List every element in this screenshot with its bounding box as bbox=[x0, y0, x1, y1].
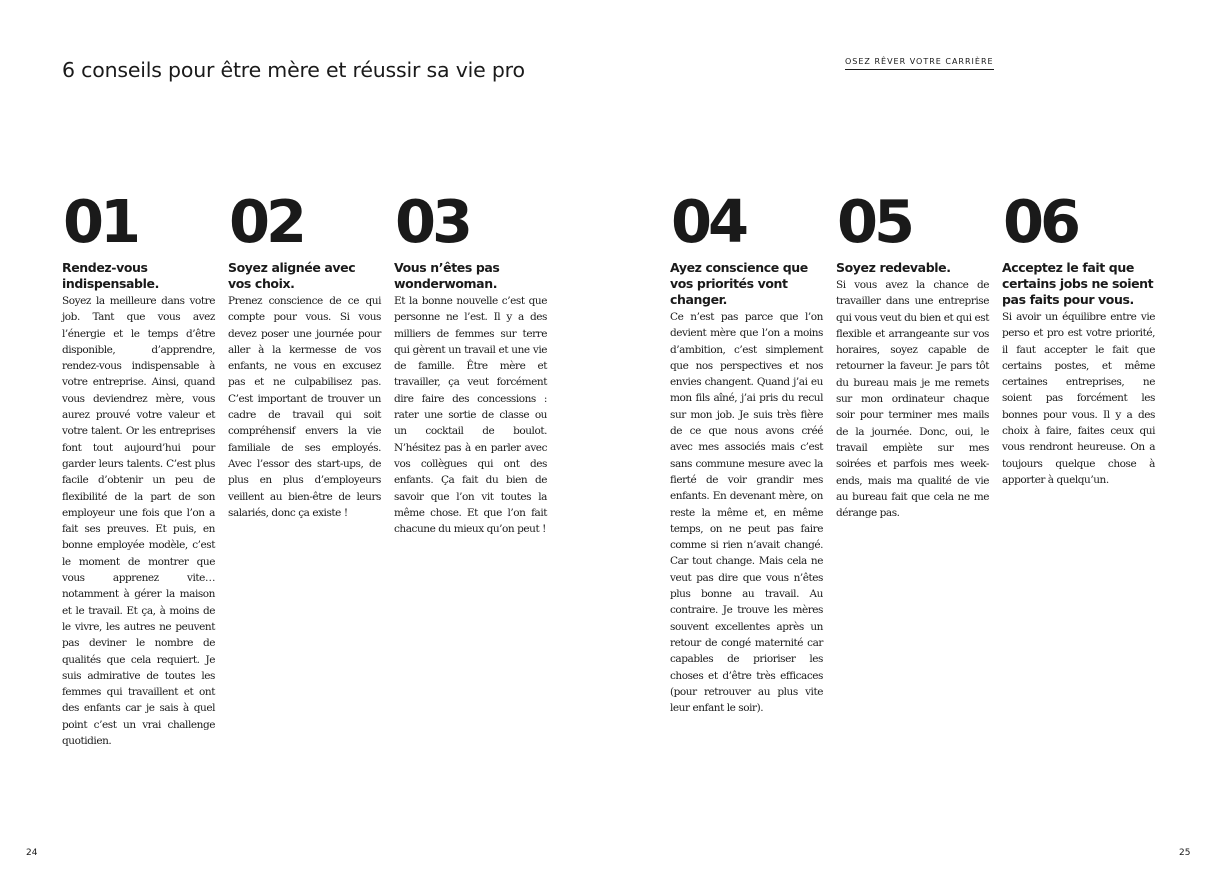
tip-heading: Vous n’êtes pas wonderwoman. bbox=[394, 260, 500, 291]
tip-heading: Acceptez le fait que certains jobs ne soient pas faits pour vous. bbox=[1002, 260, 1154, 307]
tip-body: Soyez la meilleure dans votre job. Tant que vous avez l’énergie et le temps d’être disponible, d’apprendre, rendez-vous indispensable à votre entreprise. Ainsi, quand vous deviendrez mère, vous aurez prouvé votre valeur et votre talent. Or les entreprises font tout aujourd’hui pour garder leurs talents. C’est plus facile d’obtenir un peu de flexibilité de la part de son employeur une fois que l’on a fait ses preuves. Et puis, en bonne employée modèle, c’est le moment de montrer que vous apprenez vite… notamment à gérer la maison et le travail. Et ça, à moins de le vivre, les autres ne peuvent pas deviner le nombre de qualités que cela requiert. Je suis admirative de toutes les femmes qui travaillent et ont des enfants car je sais à quel point c’est un vrai challenge quotidien. bbox=[62, 295, 215, 748]
tip-body: Si vous avez la chance de travailler dans une entreprise qui vous veut du bien et qui est flexible et arrangeante sur vos horaires, soyez capable de retourner la faveur. Je pars tôt du bureau mais je me remets sur mon ordinateur chaque soir pour terminer mes mails de la journée. Donc, oui, le travail empiète sur mes soirées et parfois mes week-ends, mais ma qualité de vie au bureau fait que cela ne me dérange pas. bbox=[836, 279, 989, 520]
tip-number: 01 bbox=[63, 187, 138, 256]
tip-column-06 bbox=[1002, 187, 1155, 488]
tip-number: 02 bbox=[229, 187, 304, 256]
page-title: 6 conseils pour être mère et réussir sa vie pro bbox=[62, 58, 525, 82]
tip-column-01 bbox=[62, 187, 215, 749]
tip-column-02 bbox=[228, 187, 381, 521]
tip-number: 05 bbox=[837, 187, 912, 256]
tip-number: 03 bbox=[395, 187, 470, 256]
tip-column-05 bbox=[836, 187, 989, 521]
tip-body: Si avoir un équilibre entre vie perso et pro est votre priorité, il faut accepter le fait que certains postes, et même certaines entreprises, ne soient pas forcément les bonnes pour vous. Il y a des choix à faire, faites ceux qui vous rendront heureuse. On a toujours quelque chose à apporter à quelqu’un. bbox=[1002, 311, 1155, 486]
tip-heading: Soyez redevable. bbox=[836, 260, 951, 275]
tip-heading: Soyez alignée avec vos choix. bbox=[228, 260, 356, 291]
tip-number: 06 bbox=[1003, 187, 1078, 256]
section-tag: OSEZ RÊVER VOTRE CARRIÈRE bbox=[845, 57, 994, 70]
tip-body: Prenez conscience de ce qui compte pour vous. Si vous devez poser une journée pour aller à la kermesse de vos enfants, ne vous en excusez pas et ne culpabilisez pas. C’est important de trouver un cadre de travail qui soit compréhensif envers la vie familiale de ses employés. Avec l’essor des start-ups, de plus en plus d’employeurs veillent au bien-être de leurs salariés, donc ça existe ! bbox=[228, 295, 381, 519]
tip-body: Ce n’est pas parce que l’on devient mère que l’on a moins d’ambition, c’est simplement que nos perspectives et nos envies changent. Quand j’ai eu mon fils aîné, j’ai pris du recul sur mon job. Je suis très fière de ce que nous avons créé avec mes associés mais c’est sans commune mesure avec la fierté de voir grandir mes enfants. En devenant mère, on reste la même et, en même temps, on ne peut pas faire comme si rien n’avait changé. Car tout change. Mais cela ne veut pas dire que vous n’êtes plus bonne au travail. Au contraire. Je trouve les mères souvent excellentes après un retour de congé maternité car capables de prioriser les choses et d’être très efficaces (pour retrouver au plus vite leur enfant le soir). bbox=[670, 311, 823, 715]
page-number-left: 24 bbox=[26, 848, 38, 858]
tip-column-03 bbox=[394, 187, 547, 537]
tip-heading: Ayez conscience que vos priorités vont changer. bbox=[670, 260, 808, 307]
tip-column-04 bbox=[670, 187, 823, 716]
page-number-right: 25 bbox=[1179, 848, 1191, 858]
tip-heading: Rendez-vous indispensable. bbox=[62, 260, 159, 291]
tip-body: Et la bonne nouvelle c’est que personne ne l’est. Il y a des milliers de femmes sur terre qui gèrent un travail et une vie de famille. Être mère et travailler, ça veut forcément dire faire des concessions : rater une sortie de classe ou un cocktail de boulot. N’hésitez pas à en parler avec vos collègues qui ont des enfants. Ça fait du bien de savoir que l’on vit toutes la même chose. Et que l’on fait chacune du mieux qu’on peut ! bbox=[394, 295, 547, 536]
tip-number: 04 bbox=[671, 187, 746, 256]
